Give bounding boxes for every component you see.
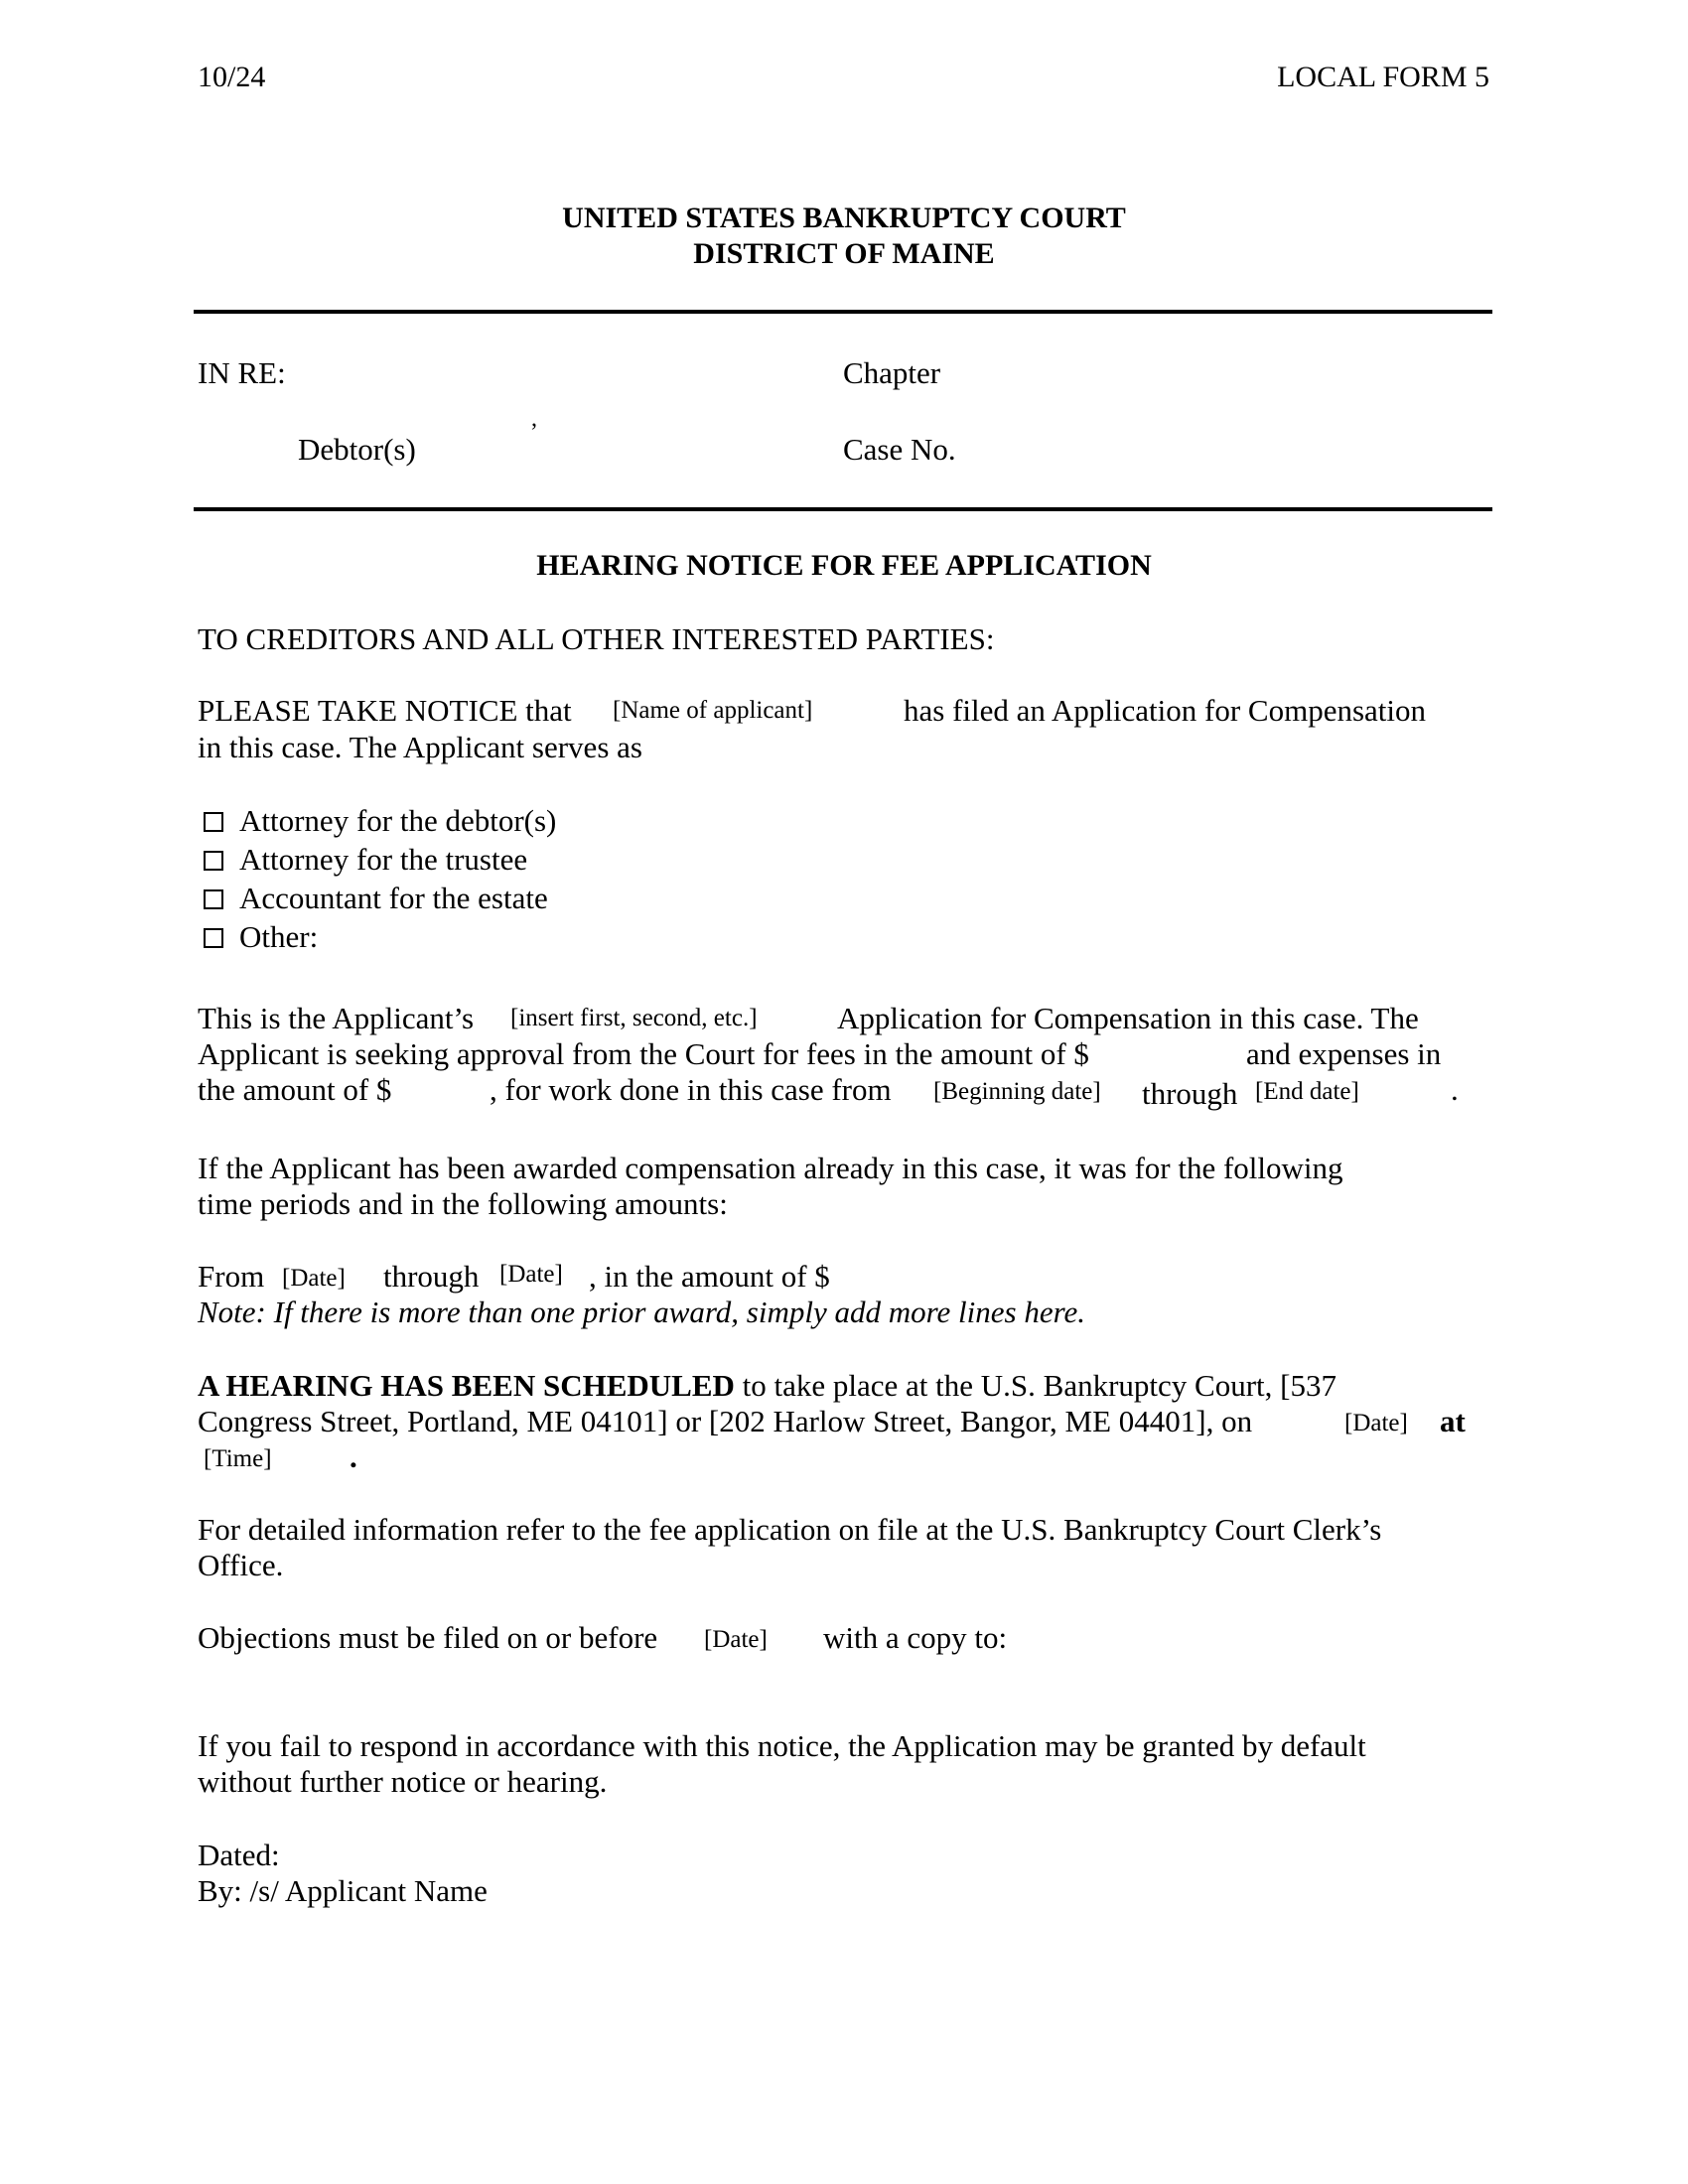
court-name: UNITED STATES BANKRUPTCY COURT xyxy=(562,202,1126,234)
hearing-text-part: to take place at the U.S. Bankruptcy Court, [537 xyxy=(742,1368,1336,1403)
prior-awards-text: If the Applicant has been awarded compensation already in this case, it was for the following xyxy=(198,1151,1343,1185)
hearing-text: Congress Street, Portland, ME 04101] or [202 Harlow Street, Bangor, ME 04401], on xyxy=(198,1404,1253,1438)
end-date-field[interactable]: [End date] xyxy=(1255,1078,1359,1105)
signature-line: By: /s/ Applicant Name xyxy=(198,1873,488,1908)
prior-note: Note: If there is more than one prior award, simply add more lines here. xyxy=(198,1295,1086,1329)
hearing-time-field[interactable]: [Time] xyxy=(204,1445,272,1472)
prior-through-date-field[interactable]: [Date] xyxy=(499,1261,563,1288)
caption-comma: , xyxy=(531,406,537,432)
application-text: This is the Applicant’s xyxy=(198,1001,475,1035)
bottom-rule xyxy=(194,507,1492,511)
role-option-debtor-attorney xyxy=(204,803,556,839)
hearing-heading: A HEARING HAS BEEN SCHEDULED xyxy=(198,1368,735,1403)
role-option-trustee-attorney xyxy=(204,842,527,878)
notice-text: has filed an Application for Compensation xyxy=(904,693,1427,728)
beginning-date-field[interactable]: [Beginning date] xyxy=(933,1078,1101,1105)
case-no-label: Case No. xyxy=(843,432,956,467)
applicant-name-field[interactable]: [Name of applicant] xyxy=(613,697,813,724)
debtors-label: Debtor(s) xyxy=(298,432,416,467)
in-re-label: IN RE: xyxy=(198,355,286,390)
role-label: Attorney for the debtor(s) xyxy=(239,803,557,838)
ordinal-field[interactable]: [insert first, second, etc.] xyxy=(510,1005,758,1031)
top-rule xyxy=(194,310,1492,314)
court-district: DISTRICT OF MAINE xyxy=(693,237,995,270)
hearing-period: . xyxy=(350,1439,357,1474)
info-text: Office. xyxy=(198,1548,284,1582)
prior-amount-label: , in the amount of $ xyxy=(589,1259,830,1294)
prior-through-label: through xyxy=(383,1259,480,1294)
checkbox[interactable] xyxy=(204,928,223,948)
form-id: LOCAL FORM 5 xyxy=(1277,61,1489,93)
objections-text: Objections must be filed on or before xyxy=(198,1620,658,1655)
application-text: , for work done in this case from xyxy=(490,1072,892,1107)
application-text: Applicant is seeking approval from the Court for fees in the amount of $ xyxy=(198,1036,1089,1071)
objections-text: with a copy to: xyxy=(823,1620,1008,1655)
notice-text: in this case. The Applicant serves as xyxy=(198,730,642,764)
hearing-at-label: at xyxy=(1440,1404,1466,1438)
form-revision: 10/24 xyxy=(198,61,266,93)
prior-from-label: From xyxy=(198,1259,265,1294)
default-text: without further notice or hearing. xyxy=(198,1764,608,1799)
application-text: . xyxy=(1451,1072,1459,1107)
dated-label: Dated: xyxy=(198,1838,280,1872)
application-text: and expenses in xyxy=(1246,1036,1442,1071)
hearing-date-field[interactable]: [Date] xyxy=(1344,1410,1408,1436)
role-label: Attorney for the trustee xyxy=(239,842,528,877)
application-text: through xyxy=(1142,1076,1238,1111)
notice-text: PLEASE TAKE NOTICE that xyxy=(198,693,572,728)
prior-from-date-field[interactable]: [Date] xyxy=(282,1265,346,1292)
role-option-other xyxy=(204,919,318,955)
info-text: For detailed information refer to the fee application on file at the U.S. Bankruptcy Court Clerk’s xyxy=(198,1512,1382,1547)
checkbox[interactable] xyxy=(204,851,223,871)
application-text: the amount of $ xyxy=(198,1072,392,1107)
role-label: Other: xyxy=(239,919,319,954)
role-label: Accountant for the estate xyxy=(239,881,548,915)
application-text: Application for Compensation in this case. The xyxy=(837,1001,1419,1035)
chapter-label: Chapter xyxy=(843,355,941,390)
checkbox[interactable] xyxy=(204,889,223,909)
hearing-text xyxy=(198,1368,1336,1404)
default-text: If you fail to respond in accordance with this notice, the Application may be granted by default xyxy=(198,1728,1366,1763)
role-option-accountant xyxy=(204,881,548,916)
document-title: HEARING NOTICE FOR FEE APPLICATION xyxy=(536,549,1152,582)
prior-awards-text: time periods and in the following amounts: xyxy=(198,1186,728,1221)
addressee: TO CREDITORS AND ALL OTHER INTERESTED PARTIES: xyxy=(198,621,995,656)
checkbox[interactable] xyxy=(204,812,223,832)
objection-date-field[interactable]: [Date] xyxy=(704,1626,768,1653)
